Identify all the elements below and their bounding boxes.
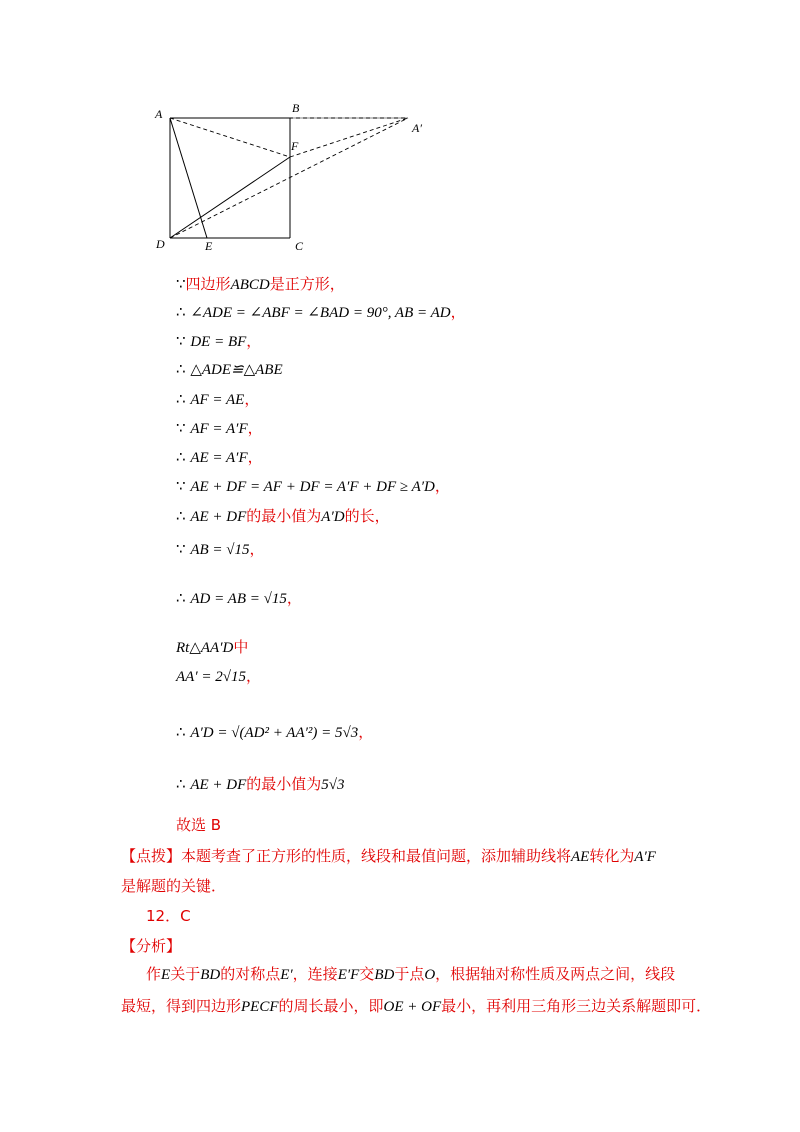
proof-line-7: ∴ AE = A′F， [176,448,263,466]
proof-line-1: ∵四边形ABCD是正方形， [176,275,345,293]
proof-line-10: ∵ AB = √15， [176,540,265,558]
label-e: E [205,239,213,253]
proof-line-8: ∵ AE + DF = AF + DF = A′F + DF ≥ A′D， [176,477,450,495]
label-a: A [155,107,163,121]
proof-line-16: 故选 B [176,816,222,834]
label-f: F [291,139,299,153]
question-number: 12．C [146,907,191,925]
proof-line-9: ∴ AE + DF的最小值为A′D的长， [176,507,390,525]
analysis-line-1: 作E关于BD的对称点E′，连接E′F交BD于点O，根据轴对称性质及两点之间，线段 [146,965,676,983]
label-c: C [295,239,304,253]
label-aprime: A′ [412,121,422,135]
dashed-d-aprime [170,118,408,238]
proof-line-6: ∵ AF = A′F， [176,419,263,437]
proof-line-2: ∴ ∠ADE = ∠ABF = ∠BAD = 90°, AB = AD， [176,303,466,321]
comment-line-1: 【点拨】本题考查了正方形的性质，线段和最值问题，添加辅助线将AE转化为A′F [121,847,656,865]
dashed-f-aprime [290,118,408,157]
label-d: D [156,237,165,251]
proof-line-3: ∵ DE = BF， [176,332,262,350]
segment-df [170,157,290,238]
proof-line-13: AA′ = 2√15， [176,667,261,685]
segment-ae [170,118,207,238]
geometry-diagram [150,100,450,260]
proof-line-5: ∴ AF = AE， [176,390,260,408]
proof-line-14: ∴ A′D = √(AD² + AA′²) = 5√3， [176,723,374,741]
dashed-af [170,118,290,157]
label-b: B [292,101,300,115]
proof-line-11: ∴ AD = AB = √15， [176,589,302,607]
comment-line-2: 是解题的关键． [121,877,227,895]
analysis-line-2: 最短，得到四边形PECF的周长最小，即OE + OF最小，再利用三角形三边关系解题即可． [121,997,712,1015]
proof-line-12: Rt△AA′D中 [176,638,249,656]
analysis-title: 【分析】 [121,937,182,955]
proof-line-4: ∴ △ADE≌△ABE [176,360,283,378]
proof-line-15: ∴ AE + DF的最小值为5√3 [176,775,345,793]
